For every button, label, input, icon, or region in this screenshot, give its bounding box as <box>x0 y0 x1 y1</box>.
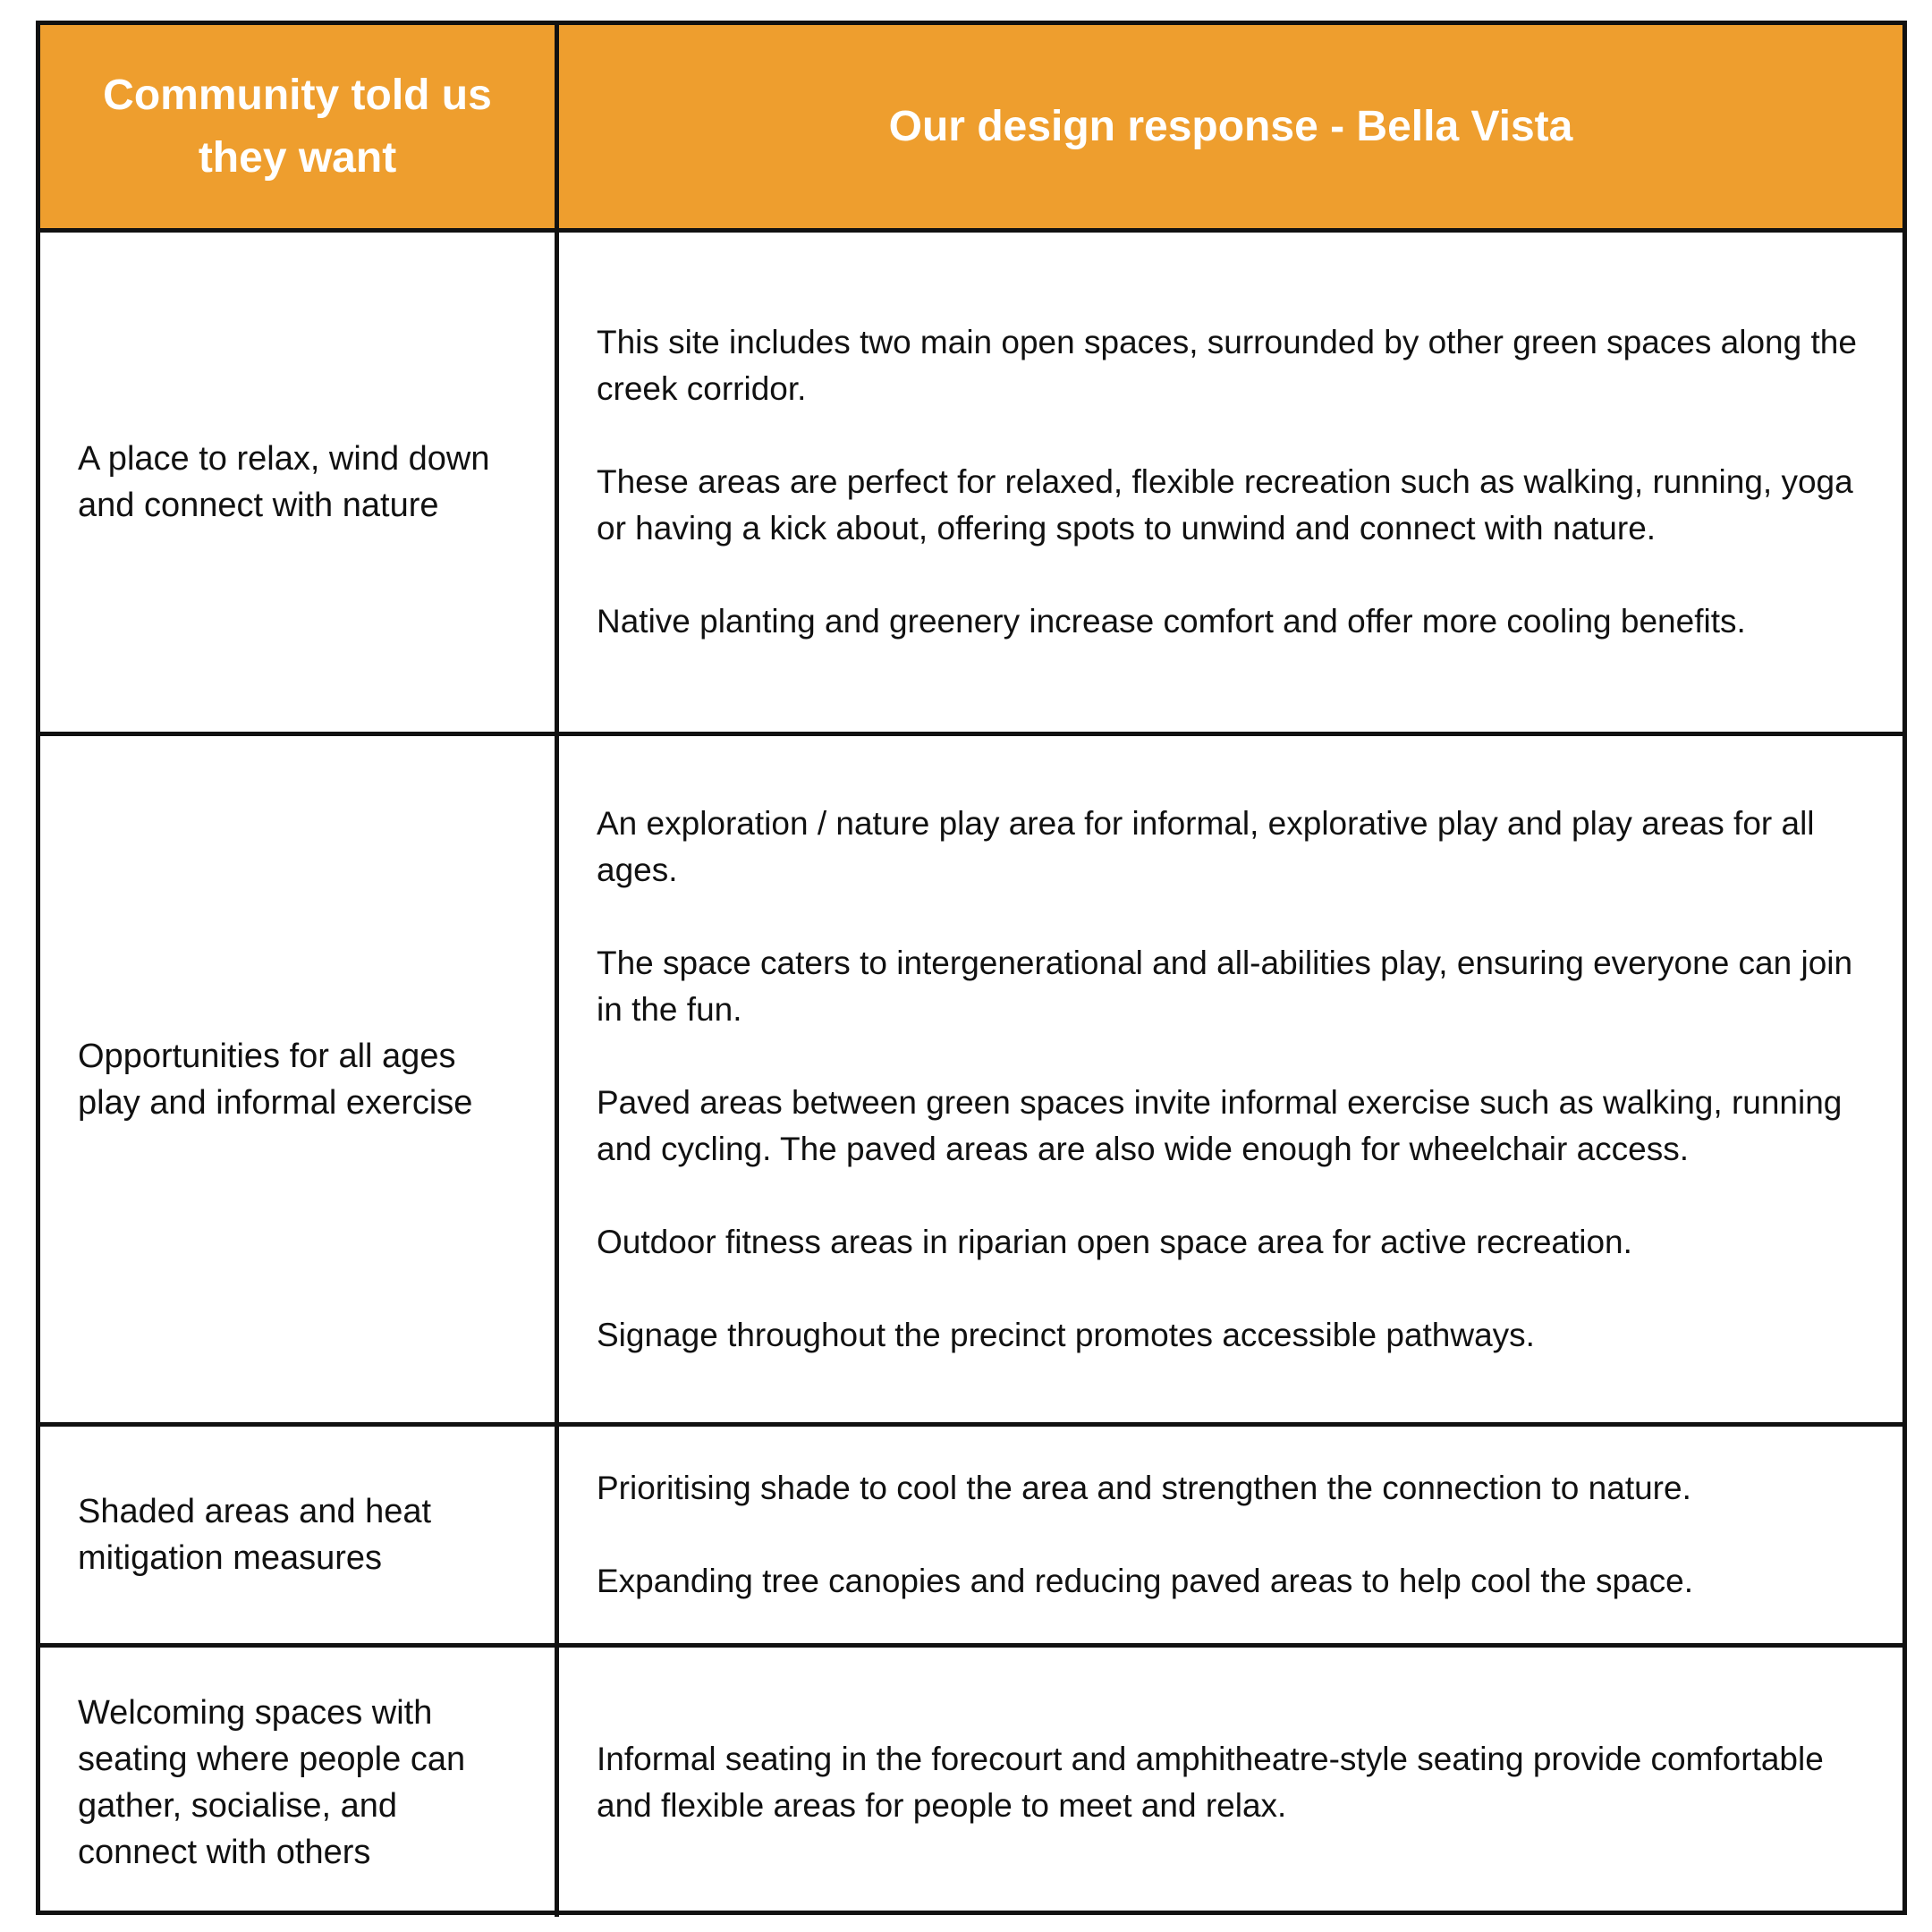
row-2-response-para-1: An exploration / nature play area for informal, explorative play and play areas for all ages. <box>597 804 1815 888</box>
row-3-response-cell <box>559 1427 1902 1648</box>
design-response-table <box>36 21 1907 1915</box>
row-3-want-text: Shaded areas and heat mitigation measures <box>78 1493 432 1577</box>
row-1-response-para-1: This site includes two main open spaces, surrounded by other green spaces along the creek corridor. <box>597 324 1857 407</box>
row-3-response-para-1: Prioritising shade to cool the area and strengthen the connection to nature. <box>597 1470 1691 1506</box>
row-4-response-cell <box>559 1648 1902 1917</box>
row-1-want-text: A place to relax, wind down and connect with nature <box>78 440 490 524</box>
row-2-response-para-2: The space caters to intergenerational and all-abilities play, ensuring everyone can join in the fun. <box>597 944 1853 1028</box>
row-1-want-cell <box>40 233 559 736</box>
row-4-want-cell <box>40 1648 559 1917</box>
row-3-response-para-2: Expanding tree canopies and reducing paved areas to help cool the space. <box>597 1563 1693 1599</box>
row-2-response-para-4: Outdoor fitness areas in riparian open space area for active recreation. <box>597 1223 1632 1260</box>
header-design-response-label: Our design response - Bella Vista <box>888 102 1573 150</box>
header-design-response <box>559 25 1902 233</box>
row-4-response-para-1: Informal seating in the forecourt and amphitheatre-style seating provide comfortable and flexible areas for people to meet and relax. <box>597 1740 1824 1824</box>
row-1-response-cell <box>559 233 1902 736</box>
row-2-response-para-3: Paved areas between green spaces invite informal exercise such as walking, running and cycling. The paved areas are also wide enough for wheelchair access. <box>597 1083 1843 1167</box>
row-3-want-cell <box>40 1427 559 1648</box>
row-4-want-text: Welcoming spaces with seating where people can gather, socialise, and connect with others <box>78 1693 466 1871</box>
row-2-response-para-5: Signage throughout the precinct promotes accessible pathways. <box>597 1316 1535 1353</box>
row-2-response-cell <box>559 736 1902 1427</box>
row-2-want-cell <box>40 736 559 1427</box>
row-2-want-text: Opportunities for all ages play and informal exercise <box>78 1037 473 1122</box>
row-1-response-para-3: Native planting and greenery increase comfort and offer more cooling benefits. <box>597 603 1746 640</box>
row-1-response-para-2: These areas are perfect for relaxed, flexible recreation such as walking, running, yoga or having a kick about, offering spots to unwind and connect with nature. <box>597 463 1853 547</box>
header-community-wants-label: Community told us they want <box>103 71 492 182</box>
header-community-wants <box>40 25 559 233</box>
